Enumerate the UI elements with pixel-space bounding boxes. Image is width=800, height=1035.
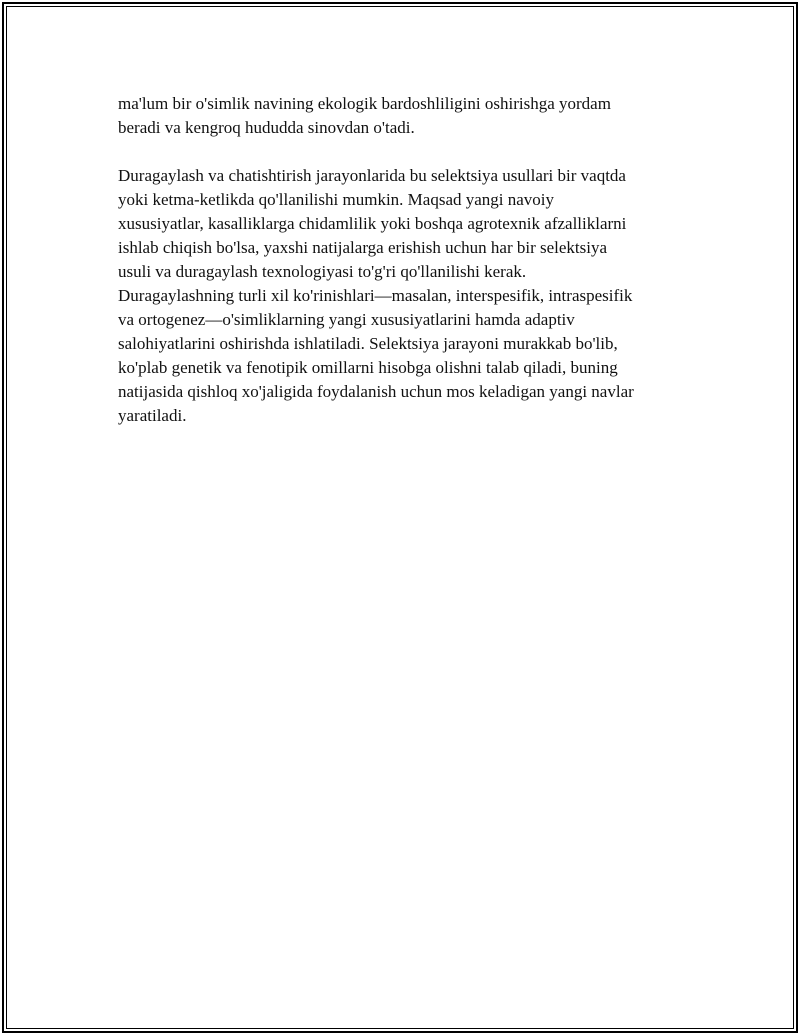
paragraph-1: ma'lum bir o'simlik navining ekologik bardoshliligini oshirishga yordam beradi va kengroq hududda sinovdan o'tadi.	[118, 94, 611, 137]
document-body	[118, 92, 680, 428]
paragraph-2: Duragaylash va chatishtirish jarayonlarida bu selektsiya usullari bir vaqtda yoki ketma-ketlikda qo'llanilishi mumkin. Maqsad yangi navoiy xususiyatlar, kasalliklarga chidamlilik yoki boshqa agrotexnik afzalliklarni ishlab chiqish bo'lsa, yaxshi natijalarga erishish uchun har bir selektsiya usuli va duragaylash texnologiyasi to'g'ri qo'llanilishi kerak. Duragaylashning turli xil ko'rinishlari—masalan, interspesifik, intraspesifik va ortogenez—o'simliklarning yangi xususiyatlarini hamda adaptiv salohiyatlarini oshirishda ishlatiladi. Selektsiya jarayoni murakkab bo'lib, ko'plab genetik va fenotipik omillarni hisobga olishni talab qiladi, buning natijasida qishloq xo'jaligida foydalanish uchun mos keladigan yangi navlar yaratiladi.	[118, 166, 634, 425]
